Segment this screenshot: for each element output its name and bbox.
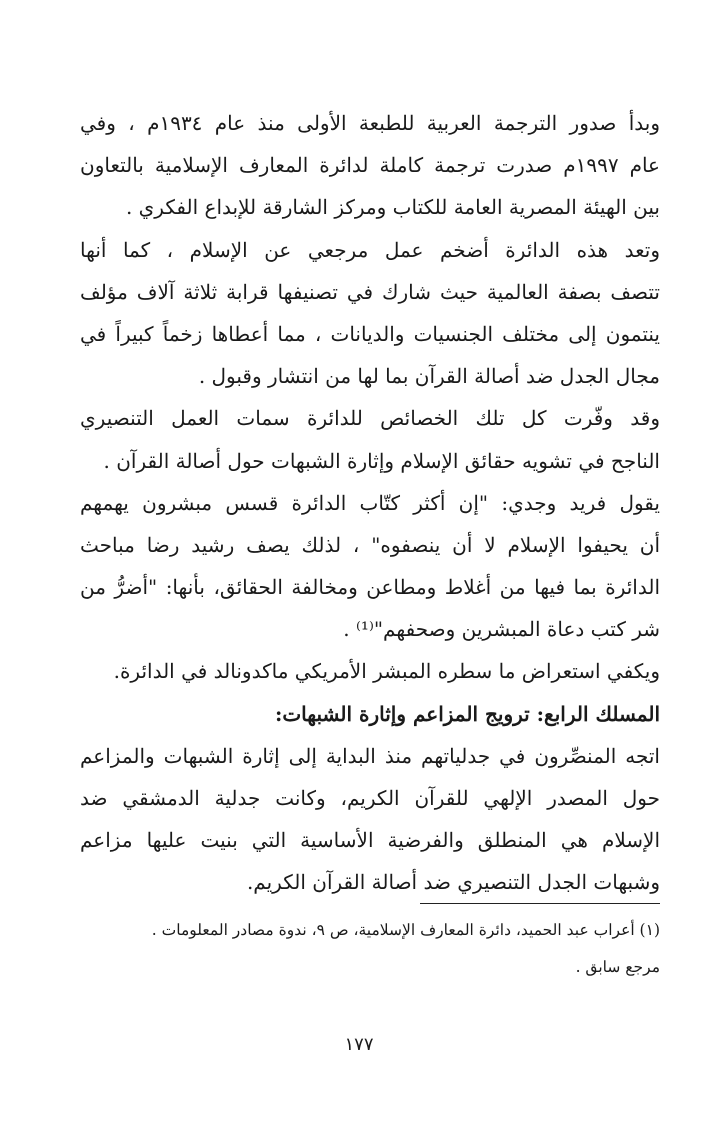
paragraph-line: بين الهيئة المصرية العامة للكتاب ومركز الشارقة للإبداع الفكري .	[125, 195, 660, 220]
paragraph-line: اتجه المنصِّرون في جدلياتهم منذ البداية إلى إثارة الشبهات والمزاعم	[80, 743, 660, 768]
footnote-line: (١) أعراب عبد الحميد، دائرة المعارف الإسلامية، ص ٩، ندوة مصادر المعلومات .	[151, 921, 660, 939]
paragraph-line: ينتمون إلى مختلف الجنسيات والديانات ، مما أعطاها زخماً كبيراً في	[80, 321, 660, 346]
paragraph-line: الناجح في تشويه حقائق الإسلام وإثارة الشبهات حول أصالة القرآن .	[103, 448, 660, 473]
footnote-divider	[420, 903, 660, 904]
paragraph-line: مجال الجدل ضد أصالة القرآن بما لها من انتشار وقبول .	[198, 364, 660, 389]
footnote-line: مرجع سابق .	[575, 958, 660, 976]
section-heading: المسلك الرابع: ترويج المزاعم وإثارة الشبهات:	[274, 701, 660, 726]
paragraph-line: تتصف بصفة العالمية حيث شارك في تصنيفها قرابة ثلاثة آلاف مؤلف	[80, 279, 660, 304]
paragraph-line: وبدأ صدور الترجمة العربية للطبعة الأولى منذ عام ١٩٣٤م ، وفي	[80, 111, 660, 135]
paragraph-line: وتعد هذه الدائرة أضخم عمل مرجعي عن الإسلام ، كما أنها	[80, 237, 660, 262]
main-text	[80, 102, 660, 904]
page-number: ١٧٧	[344, 1034, 374, 1055]
paragraph-line: وشبهات الجدل التنصيري ضد أصالة القرآن الكريم.	[246, 870, 660, 895]
paragraph-line: أن يحيفوا الإسلام لا أن ينصفوه" ، لذلك يصف رشيد رضا مباحث	[80, 532, 660, 557]
paragraph-line: عام ١٩٩٧م صدرت ترجمة كاملة لدائرة المعارف الإسلامية بالتعاون	[80, 153, 660, 178]
paragraph-line: شر كتب دعاة المبشرين وصحفهم"⁽¹⁾ .	[343, 617, 660, 642]
paragraph-line: وقد وفّرت كل تلك الخصائص للدائرة سمات العمل التنصيري	[80, 406, 660, 431]
paragraph-line: ويكفي استعراض ما سطره المبشر الأمريكي ماكدونالد في الدائرة.	[113, 659, 660, 684]
paragraph-line: الإسلام هي المنطلق والفرضية الأساسية التي بنيت عليها مزاعم	[80, 828, 660, 853]
paragraph-line: الدائرة بما فيها من أغلاط ومطاعن ومخالفة الحقائق، بأنها: "أضرُّ من	[80, 575, 660, 600]
paragraph-line: يقول فريد وجدي: "إن أكثر كتّاب الدائرة قسس مبشرون يهمهم	[80, 490, 660, 515]
footnotes	[80, 912, 660, 986]
paragraph-line: حول المصدر الإلهي للقرآن الكريم، وكانت جدلية الدمشقي ضد	[80, 786, 660, 810]
